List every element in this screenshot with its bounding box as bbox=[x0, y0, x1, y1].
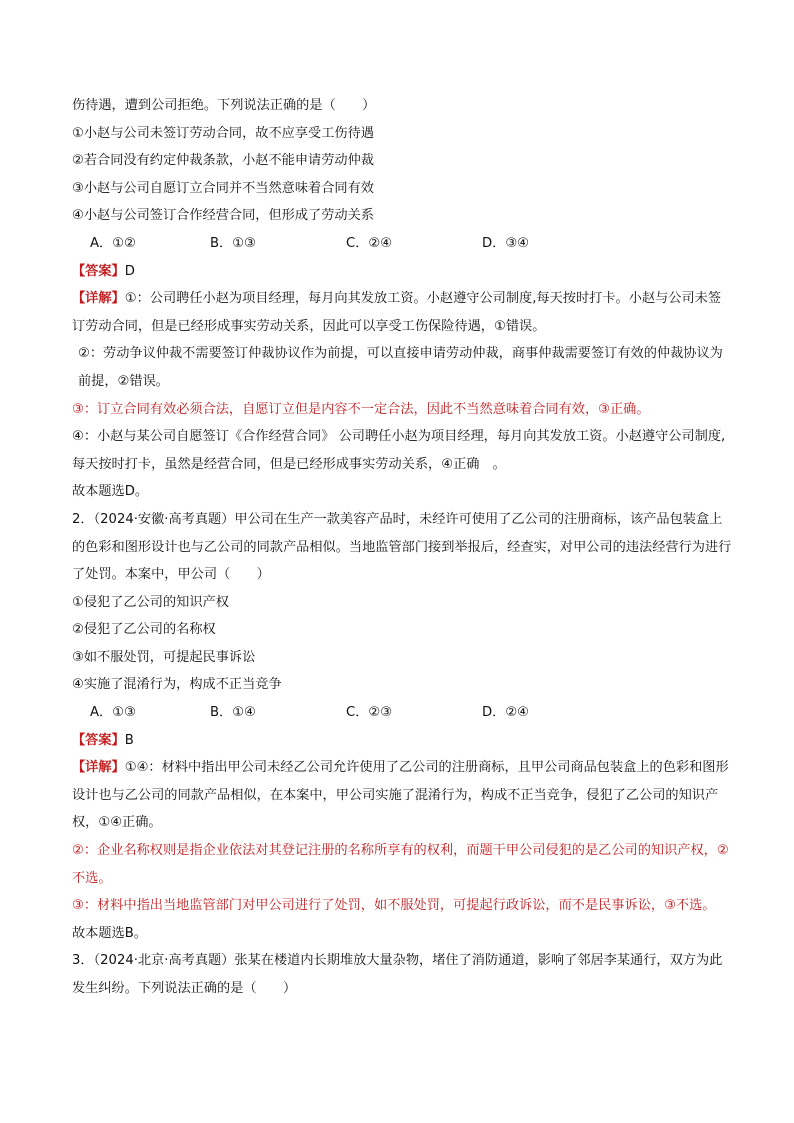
q1-detail-1-text: ①：公司聘任小赵为项目经理，每月向其发放工资。小赵遵守公司制度,每天按时打卡。小赵与公司未签订劳动合同，但是已经形成事实劳动关系，因此可以享受工伤保险待遇，①错误。 bbox=[72, 291, 722, 334]
q1-answer-tag: 【答案】 bbox=[72, 263, 125, 279]
q2-conclusion: 故本题选B。 bbox=[72, 925, 147, 941]
q2-statement-2: ②侵犯了乙公司的名称权 bbox=[72, 622, 216, 638]
q1-conclusion: 故本题选D。 bbox=[72, 484, 149, 500]
q1-option-a: A．①② bbox=[90, 235, 136, 251]
q2-answer bbox=[72, 727, 732, 755]
q3-stem: 3．（2024·北京·高考真题）张某在楼道内长期堆放大量杂物，堵住了消防通道，影响了邻居李某通行，双方为此发生纠纷。下列说法正确的是（ ） bbox=[72, 953, 723, 996]
q1-detail-3: ③：订立合同有效必须合法，自愿订立但是内容不一定合法，因此不当然意味着合同有效，③正确。 bbox=[72, 401, 650, 417]
q2-option-b: B．①④ bbox=[210, 705, 256, 721]
q2-options bbox=[72, 699, 732, 727]
q2-option-c: C．②③ bbox=[346, 705, 393, 721]
q1-detail-1 bbox=[72, 285, 732, 340]
document-page bbox=[72, 92, 732, 1003]
q2-detail-2: ②：企业名称权则是指企业依法对其登记注册的名称所享有的权利，而题干甲公司侵犯的是乙公司的知识产权，②不选。 bbox=[72, 843, 729, 886]
q2-option-d: D．②④ bbox=[482, 705, 529, 721]
q2-detail-1-text: ①④：材料中指出甲公司未经乙公司允许使用了乙公司的注册商标，且甲公司商品包装盒上的色彩和图形设计也与乙公司的同款产品相似，在本案中，甲公司实施了混淆行为，构成不正当竞争，侵犯了乙公司的知识产权，①④正确。 bbox=[72, 760, 729, 831]
q2-option-a: A．①③ bbox=[90, 705, 136, 721]
q1-statement-3: ③小赵与公司自愿订立合同并不当然意味着合同有效 bbox=[72, 180, 374, 196]
q2-detail-tag: 【详解】 bbox=[72, 760, 125, 776]
q1-answer bbox=[72, 258, 732, 286]
q1-stem-tail: 伤待遇，遭到公司拒绝。下列说法正确的是（ ） bbox=[72, 98, 376, 113]
q1-option-c: C．②④ bbox=[346, 235, 393, 251]
q1-options bbox=[72, 230, 732, 258]
q2-answer-value: B bbox=[124, 732, 134, 748]
q2-answer-tag: 【答案】 bbox=[72, 732, 125, 748]
q1-option-b: B．①③ bbox=[210, 235, 256, 251]
q1-statement-2: ②若合同没有约定仲裁条款，小赵不能申请劳动仲裁 bbox=[72, 153, 374, 169]
q1-detail-4: ④：小赵与某公司自愿签订《合作经营合同》 公司聘任小赵为项目经理，每月向其发放工资。小赵遵守公司制度,每天按时打卡，虽然是经营合同，但是已经形成事实劳动关系，④正确 。 bbox=[72, 429, 726, 472]
q2-stem: 2．（2024·安徽·高考真题）甲公司在生产一款美容产品时，未经许可使用了乙公司的注册商标，该产品包装盒上的色彩和图形设计也与乙公司的同款产品相似。当地监管部门接到举报后，经查实，对甲公司的违法经营行为进行了处罚。本案中，甲公司（ ） bbox=[72, 511, 732, 583]
q1-answer-value: D bbox=[124, 263, 135, 279]
q1-detail-tag: 【详解】 bbox=[72, 291, 125, 307]
q2-statement-4: ④实施了混淆行为，构成不正当竞争 bbox=[72, 677, 282, 693]
q1-detail-2: ②：劳动争议仲裁不需要签订仲裁协议作为前提，可以直接申请劳动仲裁，商事仲裁需要签订有效的仲裁协议为前提，②错误。 bbox=[78, 346, 723, 389]
q2-statement-3: ③如不服处罚，可提起民事诉讼 bbox=[72, 649, 256, 665]
q2-detail-1 bbox=[72, 754, 732, 837]
q2-statement-1: ①侵犯了乙公司的知识产权 bbox=[72, 594, 229, 610]
q1-option-d: D．③④ bbox=[482, 235, 529, 251]
q1-statement-1: ①小赵与公司未签订劳动合同，故不应享受工伤待遇 bbox=[72, 125, 374, 141]
q1-statement-4: ④小赵与公司签订合作经营合同，但形成了劳动关系 bbox=[72, 208, 374, 224]
q2-detail-3: ③：材料中指出当地监管部门对甲公司进行了处罚，如不服处罚，可提起行政诉讼，而不是民事诉讼，③不选。 bbox=[72, 898, 716, 914]
